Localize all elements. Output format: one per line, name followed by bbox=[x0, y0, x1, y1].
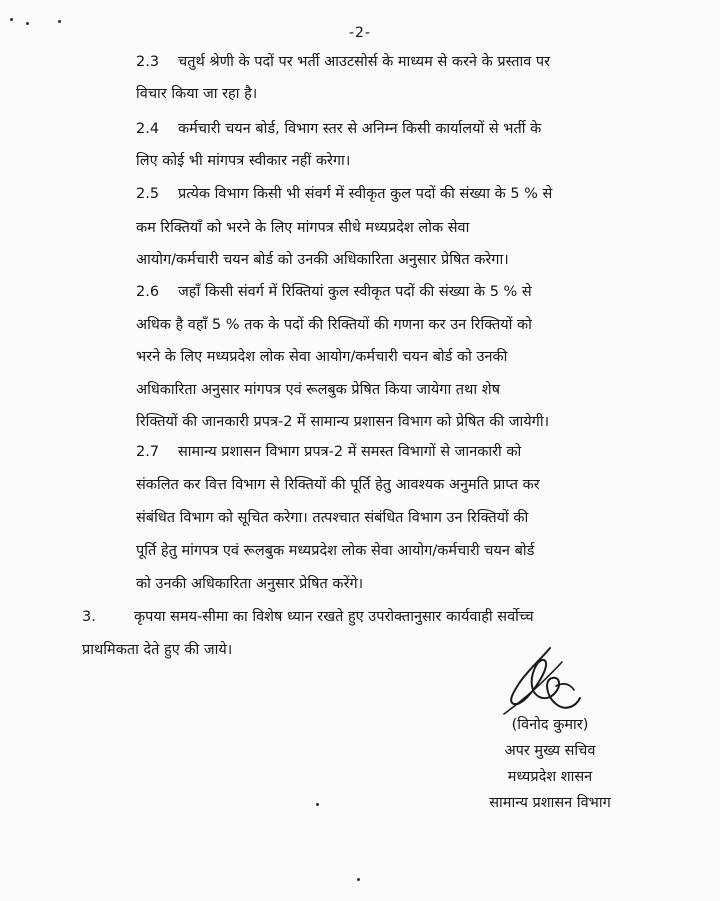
paragraph-line: विचार किया जा रहा है। bbox=[136, 86, 258, 102]
signatory-government: मध्यप्रदेश शासन bbox=[507, 769, 593, 785]
signatory-department: सामान्य प्रशासन विभाग bbox=[489, 795, 611, 811]
paragraph-line: कम रिक्तियाँ को भरने के लिए मांगपत्र सीधे मध्यप्रदेश लोक सेवा bbox=[136, 220, 470, 236]
paragraph-number: 2.7 bbox=[136, 444, 160, 460]
signatory-designation: अपर मुख्य सचिव bbox=[504, 743, 596, 759]
paragraph-number: 2.6 bbox=[136, 284, 160, 300]
paragraph-number: 2.4 bbox=[136, 121, 160, 137]
paragraph-line: संकलित कर वित्त विभाग से रिक्तियों की पूर्ति हेतु आवश्यक अनुमति प्राप्त कर bbox=[136, 477, 540, 493]
paragraph-number: 2.3 bbox=[136, 54, 160, 70]
paragraph-number: 3. bbox=[82, 609, 96, 625]
paragraph-line: भरने के लिए मध्यप्रदेश लोक सेवा आयोग/कर्मचारी चयन बोर्ड को उनकी bbox=[136, 349, 508, 365]
paragraph-line: जहाँ किसी संवर्ग में रिक्तियां कुल स्वीकृत पदों की संख्या के 5 % से bbox=[178, 284, 532, 300]
signature-block bbox=[455, 712, 645, 816]
paragraph-line: रिक्तियों की जानकारी प्रपत्र-2 में सामान्य प्रशासन विभाग को प्रेषित की जायेगी। bbox=[136, 414, 550, 430]
scan-speck bbox=[26, 22, 29, 25]
paragraph-line: अधिक है वहाँ 5 % तक के पदों की रिक्तियों की गणना कर उन रिक्तियों को bbox=[136, 317, 532, 333]
paragraph-line: संबंधित विभाग को सूचित करेगा। तत्पश्चात संबंधित विभाग उन रिक्तियों की bbox=[136, 510, 529, 526]
paragraph-line: चतुर्थ श्रेणी के पदों पर भर्ती आउटसोर्स के माध्यम से करने के प्रस्ताव पर bbox=[178, 54, 551, 70]
paragraph-line: पूर्ति हेतु मांगपत्र एवं रूलबुक मध्यप्रदेश लोक सेवा आयोग/कर्मचारी चयन बोर्ड bbox=[136, 543, 535, 559]
paragraph-line: आयोग/कर्मचारी चयन बोर्ड को उनकी अधिकारिता अनुसार प्रेषित करेगा। bbox=[136, 252, 509, 268]
paragraph-line: कर्मचारी चयन बोर्ड, विभाग स्तर से अनिम्न किसी कार्यालयों से भर्ती के bbox=[178, 121, 542, 137]
signatory-name: (विनोद कुमार) bbox=[511, 717, 589, 733]
scan-speck bbox=[357, 878, 360, 881]
paragraph-line: अधिकारिता अनुसार मांगपत्र एवं रूलबुक प्रेषित किया जायेगा तथा शेष bbox=[136, 382, 500, 398]
paragraph-line: को उनकी अधिकारिता अनुसार प्रेषित करेंगे। bbox=[136, 576, 364, 592]
paragraph-line: सामान्य प्रशासन विभाग प्रपत्र-2 में समस्त विभागों से जानकारी को bbox=[178, 444, 522, 460]
paragraph-line: कृपया समय-सीमा का विशेष ध्यान रखते हुए उपरोक्तानुसार कार्यवाही सर्वोच्च bbox=[134, 609, 534, 625]
page-number: -2- bbox=[348, 25, 371, 41]
scan-speck bbox=[10, 18, 13, 21]
scan-speck bbox=[316, 803, 319, 806]
paragraph-number: 2.5 bbox=[136, 186, 160, 202]
paragraph-line: प्रत्येक विभाग किसी भी संवर्ग में स्वीकृत कुल पदों की संख्या के 5 % से bbox=[178, 186, 553, 202]
paragraph-line: प्राथमिकता देते हुए की जाये। bbox=[82, 642, 233, 658]
paragraph-line: लिए कोई भी मांगपत्र स्वीकार नहीं करेगा। bbox=[136, 153, 351, 169]
scan-speck bbox=[58, 20, 61, 23]
